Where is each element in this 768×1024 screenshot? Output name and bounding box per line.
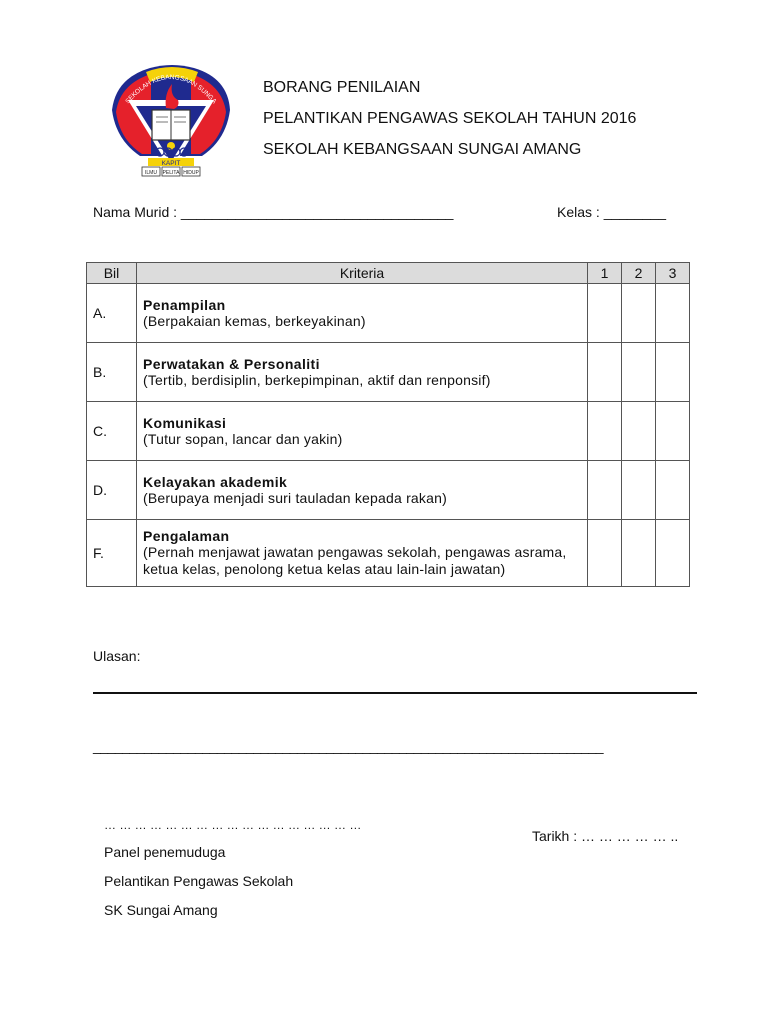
row-kriteria <box>137 520 588 587</box>
table-row <box>87 284 690 343</box>
score-cell-3[interactable] <box>656 343 690 402</box>
score-cell-1[interactable] <box>588 520 622 587</box>
criterion-title: Perwatakan & Personaliti <box>143 355 320 372</box>
criterion-description: (Tutur sopan, lancar dan yakin) <box>143 430 343 447</box>
score-cell-3[interactable] <box>656 284 690 343</box>
table-row <box>87 520 690 587</box>
score-cell-2[interactable] <box>622 520 656 587</box>
header-score-3: 3 <box>656 263 690 284</box>
tarikh-field[interactable]: Tarikh : … … … … … .. <box>532 828 679 844</box>
school-logo <box>106 60 236 180</box>
score-cell-3[interactable] <box>656 402 690 461</box>
heading-line-3: SEKOLAH KEBANGSAAN SUNGAI AMANG <box>263 141 582 158</box>
row-bil: F. <box>87 520 137 587</box>
row-bil: D. <box>87 461 137 520</box>
row-kriteria <box>137 284 588 343</box>
criterion-description: (Tertib, berdisiplin, berkepimpinan, aktif dan renponsif) <box>143 371 491 388</box>
criterion-title: Pengalaman <box>143 528 230 544</box>
signature-line-2: Pelantikan Pengawas Sekolah <box>104 873 294 889</box>
table-row <box>87 402 690 461</box>
header-bil: Bil <box>87 263 137 284</box>
svg-text:HIDUP: HIDUP <box>183 170 199 176</box>
heading-line-1: BORANG PENILAIAN <box>263 79 421 96</box>
score-cell-2[interactable] <box>622 402 656 461</box>
score-cell-3[interactable] <box>656 461 690 520</box>
ulasan-label: Ulasan: <box>93 648 141 664</box>
table-row <box>87 461 690 520</box>
svg-text:PELITA: PELITA <box>162 170 180 176</box>
row-bil: B. <box>87 343 137 402</box>
svg-text:SEKOLAH KEBANGSAAN SUNGAI AMAN: SEKOLAH KEBANGSAAN SUNGA <box>124 73 218 106</box>
header-score-1: 1 <box>588 263 622 284</box>
ulasan-line-2[interactable]: ______________________________________________________________________ <box>93 738 604 754</box>
score-cell-1[interactable] <box>588 343 622 402</box>
score-cell-3[interactable] <box>656 520 690 587</box>
row-kriteria <box>137 402 588 461</box>
heading-line-2: PELANTIKAN PENGAWAS SEKOLAH TAHUN 2016 <box>263 110 637 127</box>
criterion-title: Kelayakan akademik <box>143 473 288 490</box>
nama-murid-field[interactable]: Nama Murid : ___________________________________ <box>93 204 454 220</box>
score-cell-2[interactable] <box>622 284 656 343</box>
signature-line-3: SK Sungai Amang <box>104 902 218 918</box>
row-kriteria <box>137 343 588 402</box>
header-kriteria: Kriteria <box>137 263 588 284</box>
score-cell-2[interactable] <box>622 343 656 402</box>
criterion-description: (Berpakaian kemas, berkeyakinan) <box>143 312 366 329</box>
criterion-title: Penampilan <box>143 296 226 313</box>
criterion-title: Komunikasi <box>143 414 227 431</box>
ulasan-line[interactable] <box>93 692 697 694</box>
signature-dots: … … … … … … … … … … … … … … … … … <box>104 818 362 832</box>
score-cell-2[interactable] <box>622 461 656 520</box>
table-row <box>87 343 690 402</box>
svg-text:KAPIT: KAPIT <box>161 160 181 167</box>
score-cell-1[interactable] <box>588 461 622 520</box>
row-kriteria <box>137 461 588 520</box>
svg-text:ILMU: ILMU <box>145 170 157 176</box>
header-score-2: 2 <box>622 263 656 284</box>
score-cell-1[interactable] <box>588 284 622 343</box>
assessment-table <box>86 262 690 587</box>
form-heading <box>263 72 636 165</box>
score-cell-1[interactable] <box>588 402 622 461</box>
kelas-field[interactable]: Kelas : ________ <box>557 204 666 220</box>
table-header-row <box>87 263 690 284</box>
row-bil: C. <box>87 402 137 461</box>
row-bil: A. <box>87 284 137 343</box>
signature-line-1: Panel penemuduga <box>104 844 226 860</box>
criterion-description: (Berupaya menjadi suri tauladan kepada rakan) <box>143 489 447 506</box>
criterion-description: (Pernah menjawat jawatan pengawas sekolah, pengawas asrama, ketua kelas, penolong ketua kelas atau lain-lain jawatan) <box>143 544 567 577</box>
